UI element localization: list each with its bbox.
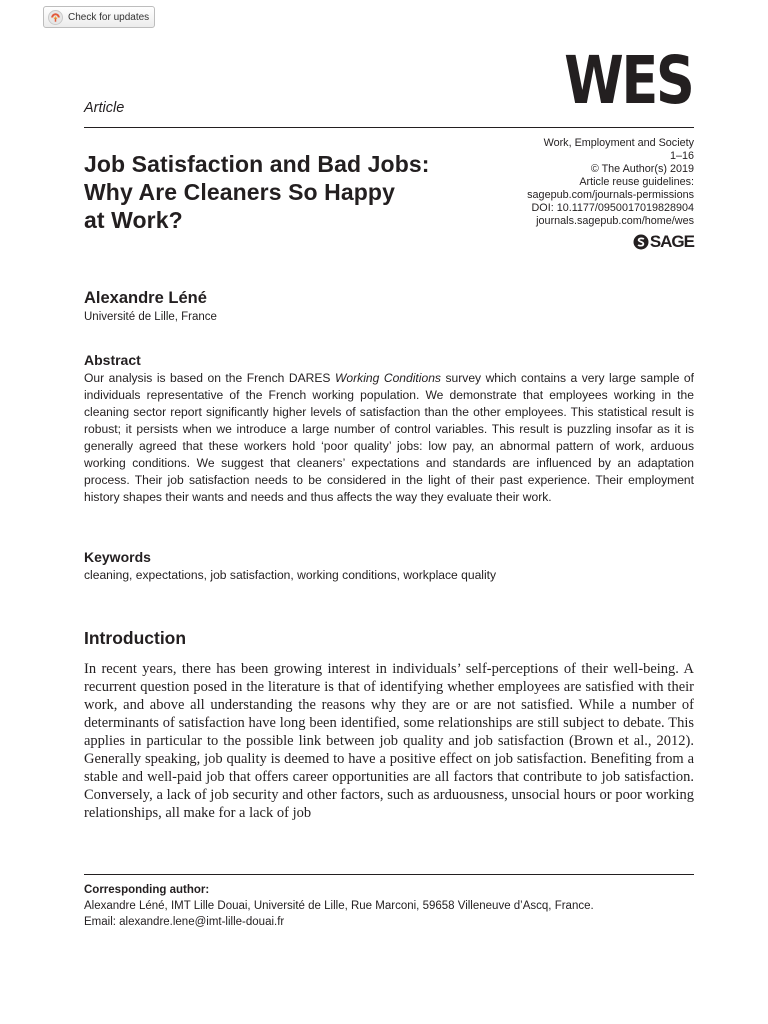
email-label: Email: bbox=[84, 916, 120, 928]
title-line: Why Are Cleaners So Happy bbox=[84, 179, 395, 205]
corresponding-author-address: Alexandre Léné, IMT Lille Douai, Université de Lille, Rue Marconi, 59658 Villeneuve d’Ascq, France. bbox=[84, 900, 594, 912]
copyright-line: © The Author(s) 2019 bbox=[590, 163, 694, 175]
corresponding-author-heading: Corresponding author: bbox=[84, 884, 210, 896]
title-line: at Work? bbox=[84, 207, 183, 233]
footnote-divider bbox=[84, 874, 694, 875]
publisher-name: SAGE bbox=[649, 232, 694, 251]
header-divider bbox=[84, 127, 694, 128]
article-type-label: Article bbox=[84, 100, 125, 116]
page-range: 1–16 bbox=[669, 150, 694, 162]
doi-link[interactable]: DOI: 10.1177/0950017019828904 bbox=[531, 202, 694, 214]
publisher-logo bbox=[633, 232, 694, 252]
abstract-body bbox=[84, 370, 694, 506]
permissions-link[interactable]: sagepub.com/journals-permissions bbox=[527, 189, 694, 201]
keywords-list: cleaning, expectations, job satisfaction, working conditions, workplace quality bbox=[84, 568, 497, 582]
survey-name: Working Conditions bbox=[335, 371, 441, 385]
introduction-heading: Introduction bbox=[84, 628, 187, 648]
journal-home-link[interactable]: journals.sagepub.com/home/wes bbox=[536, 215, 694, 227]
corresponding-author-email-line bbox=[84, 916, 284, 928]
journal-logo: WES bbox=[563, 42, 692, 119]
reuse-guidelines-label: Article reuse guidelines: bbox=[579, 176, 694, 188]
journal-name: Work, Employment and Society bbox=[543, 137, 694, 149]
keywords-heading: Keywords bbox=[84, 549, 151, 565]
title-line: Job Satisfaction and Bad Jobs: bbox=[84, 151, 430, 177]
check-for-updates-icon bbox=[48, 10, 63, 25]
author-affiliation: Université de Lille, France bbox=[84, 311, 217, 323]
article-title bbox=[84, 150, 484, 234]
abstract-heading: Abstract bbox=[84, 352, 141, 368]
email-link[interactable]: alexandre.lene@imt-lille-douai.fr bbox=[119, 916, 285, 928]
journal-metadata bbox=[464, 137, 694, 228]
check-for-updates-label: Check for updates bbox=[68, 11, 150, 23]
author-name: Alexandre Léné bbox=[84, 289, 207, 307]
abstract-text-start: Our analysis is based on the French DARES bbox=[84, 371, 335, 385]
abstract-text-rest: survey which contains a very large sample of individuals representative of the French working population. We demonstrate that employees working in the cleaning sector report significantly higher levels of satisfaction than the other employees. This statistical result is robust; it persists when we introduce a large number of control variables. This result is puzzling insofar as it is generally agreed that these workers hold ‘poor quality’ jobs: low pay, an abnormal pattern of work, arduous working conditions. We suggest that cleaners’ expectations and standards are influenced by an adaptation process. Their job satisfaction needs to be considered in the light of their past experience. Their employment history shapes their wants and needs and thus affects the way they evaluate their work. bbox=[84, 371, 694, 504]
sage-emblem-icon bbox=[633, 234, 649, 250]
introduction-body: In recent years, there has been growing interest in individuals’ self-perceptions of their well-being. A recurrent question posed in the literature is that of identifying whether employees are satisfied with their work, and above all understanding the reasons why they are or are not satisfied. While a number of determinants of satisfaction have long been identified, some relationships are still subject to debate. This applies in particular to the possible link between job quality and job satisfaction (Brown et al., 2012). Generally speaking, job quality is deemed to have a positive effect on job satisfaction. Benefiting from a stable and well-paid job that offers career opportunities are all factors that contribute to job satisfaction. Conversely, a lack of job security and other factors, such as arduousness, unsocial hours or poor working relationships, all make for a lack of job bbox=[84, 661, 694, 821]
check-for-updates-button[interactable] bbox=[43, 6, 155, 28]
